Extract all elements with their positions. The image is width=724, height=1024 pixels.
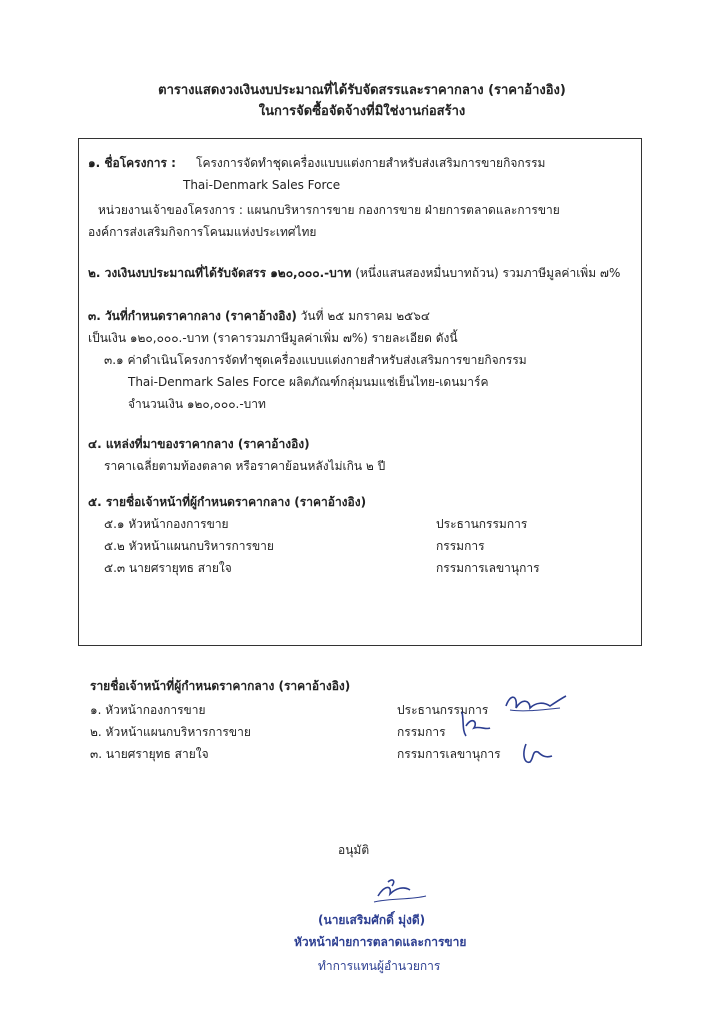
section3-label: ๓. วันที่กำหนดราคากลาง (ราคาอ้างอิง) — [88, 309, 297, 323]
item-line-2: Thai-Denmark Sales Force ผลิตภัณฑ์กลุ่มนมแช่เย็นไทย-เดนมาร์ค — [128, 375, 489, 389]
section4-label: ๔. แหล่งที่มาของราคากลาง (ราคาอ้างอิง) — [88, 437, 310, 451]
project-name: โครงการจัดทำชุดเครื่องแบบแต่งกายสำหรับส่งเสริมการขายกิจกรรม — [196, 156, 546, 170]
project-owner-line1: หน่วยงานเจ้าของโครงการ : แผนกบริหารการขาย กองการขาย ฝ่ายการตลาดและการขาย — [98, 203, 560, 217]
member-role: กรรมการเลขานุการ — [436, 561, 540, 575]
approver-title: หัวหน้าฝ่ายการตลาดและการขาย — [294, 935, 467, 949]
item-line-1: ๓.๑ ค่าดำเนินโครงการจัดทำชุดเครื่องแบบแต่งกายสำหรับส่งเสริมการขายกิจกรรม — [104, 353, 527, 367]
committee-member-name: ๒. หัวหน้าแผนกบริหารการขาย — [90, 725, 251, 739]
approver-name: (นายเสริมศักดิ์ มุ่งดี) — [318, 913, 426, 927]
budget-detail: (หนึ่งแสนสองหมื่นบาทถ้วน) รวมภาษีมูลค่าเพิ่ม ๗% — [355, 266, 621, 280]
project-name-en: Thai-Denmark Sales Force — [183, 178, 341, 192]
committee-member-name: ๑. หัวหน้ากองการขาย — [90, 703, 206, 717]
source-detail: ราคาเฉลี่ยตามท้องตลาด หรือราคาย้อนหลังไม่เกิน ๒ ปี — [104, 459, 386, 473]
section5-label: ๕. รายชื่อเจ้าหน้าที่ผู้กำหนดราคากลาง (ราคาอ้างอิง) — [88, 495, 367, 509]
reference-date: วันที่ ๒๕ มกราคม ๒๕๖๔ — [300, 309, 430, 323]
member-name: ๕.๒ หัวหน้าแผนกบริหารการขาย — [104, 539, 274, 553]
committee-member-role: กรรมการ — [397, 725, 446, 739]
approval-label: อนุมัติ — [338, 843, 370, 857]
amount-line: เป็นเงิน ๑๒๐,๐๐๐.-บาท (ราคารวมภาษีมูลค่าเพิ่ม ๗%) รายละเอียด ดังนี้ — [88, 331, 458, 345]
member-role: กรรมการ — [436, 539, 485, 553]
member-name: ๕.๓ นายศรายุทธ สายใจ — [104, 561, 232, 575]
section1-label: ๑. ชื่อโครงการ : — [88, 156, 176, 170]
title-line-1: ตารางแสดงวงเงินงบประมาณที่ได้รับจัดสรรและราคากลาง (ราคาอ้างอิง) — [158, 83, 566, 98]
signature-approver — [370, 878, 430, 908]
committee-member-name: ๓. นายศรายุทธ สายใจ — [90, 747, 209, 761]
member-name: ๕.๑ หัวหน้ากองการขาย — [104, 517, 229, 531]
budget-label: ๒. วงเงินงบประมาณที่ได้รับจัดสรร ๑๒๐,๐๐๐.-บาท — [88, 266, 352, 280]
item-line-3: จำนวนเงิน ๑๒๐,๐๐๐.-บาท — [128, 397, 266, 411]
committee-member-role: กรรมการเลขานุการ — [397, 747, 501, 761]
signature-chair — [500, 688, 570, 718]
committee-heading: รายชื่อเจ้าหน้าที่ผู้กำหนดราคากลาง (ราคาอ้างอิง) — [90, 679, 351, 693]
approver-subtitle: ทำการแทนผู้อำนวยการ — [318, 959, 441, 973]
committee-member-role: ประธานกรรมการ — [397, 703, 489, 717]
member-role: ประธานกรรมการ — [436, 517, 528, 531]
reference-date-line — [88, 308, 430, 324]
signature-member — [456, 708, 496, 740]
signature-secretary — [518, 738, 558, 768]
budget-line — [88, 265, 620, 281]
title-line-2: ในการจัดซื้อจัดจ้างที่มิใช่งานก่อสร้าง — [258, 104, 466, 119]
project-owner-line2: องค์การส่งเสริมกิจการโคนมแห่งประเทศไทย — [88, 225, 317, 239]
page-title — [0, 80, 724, 122]
